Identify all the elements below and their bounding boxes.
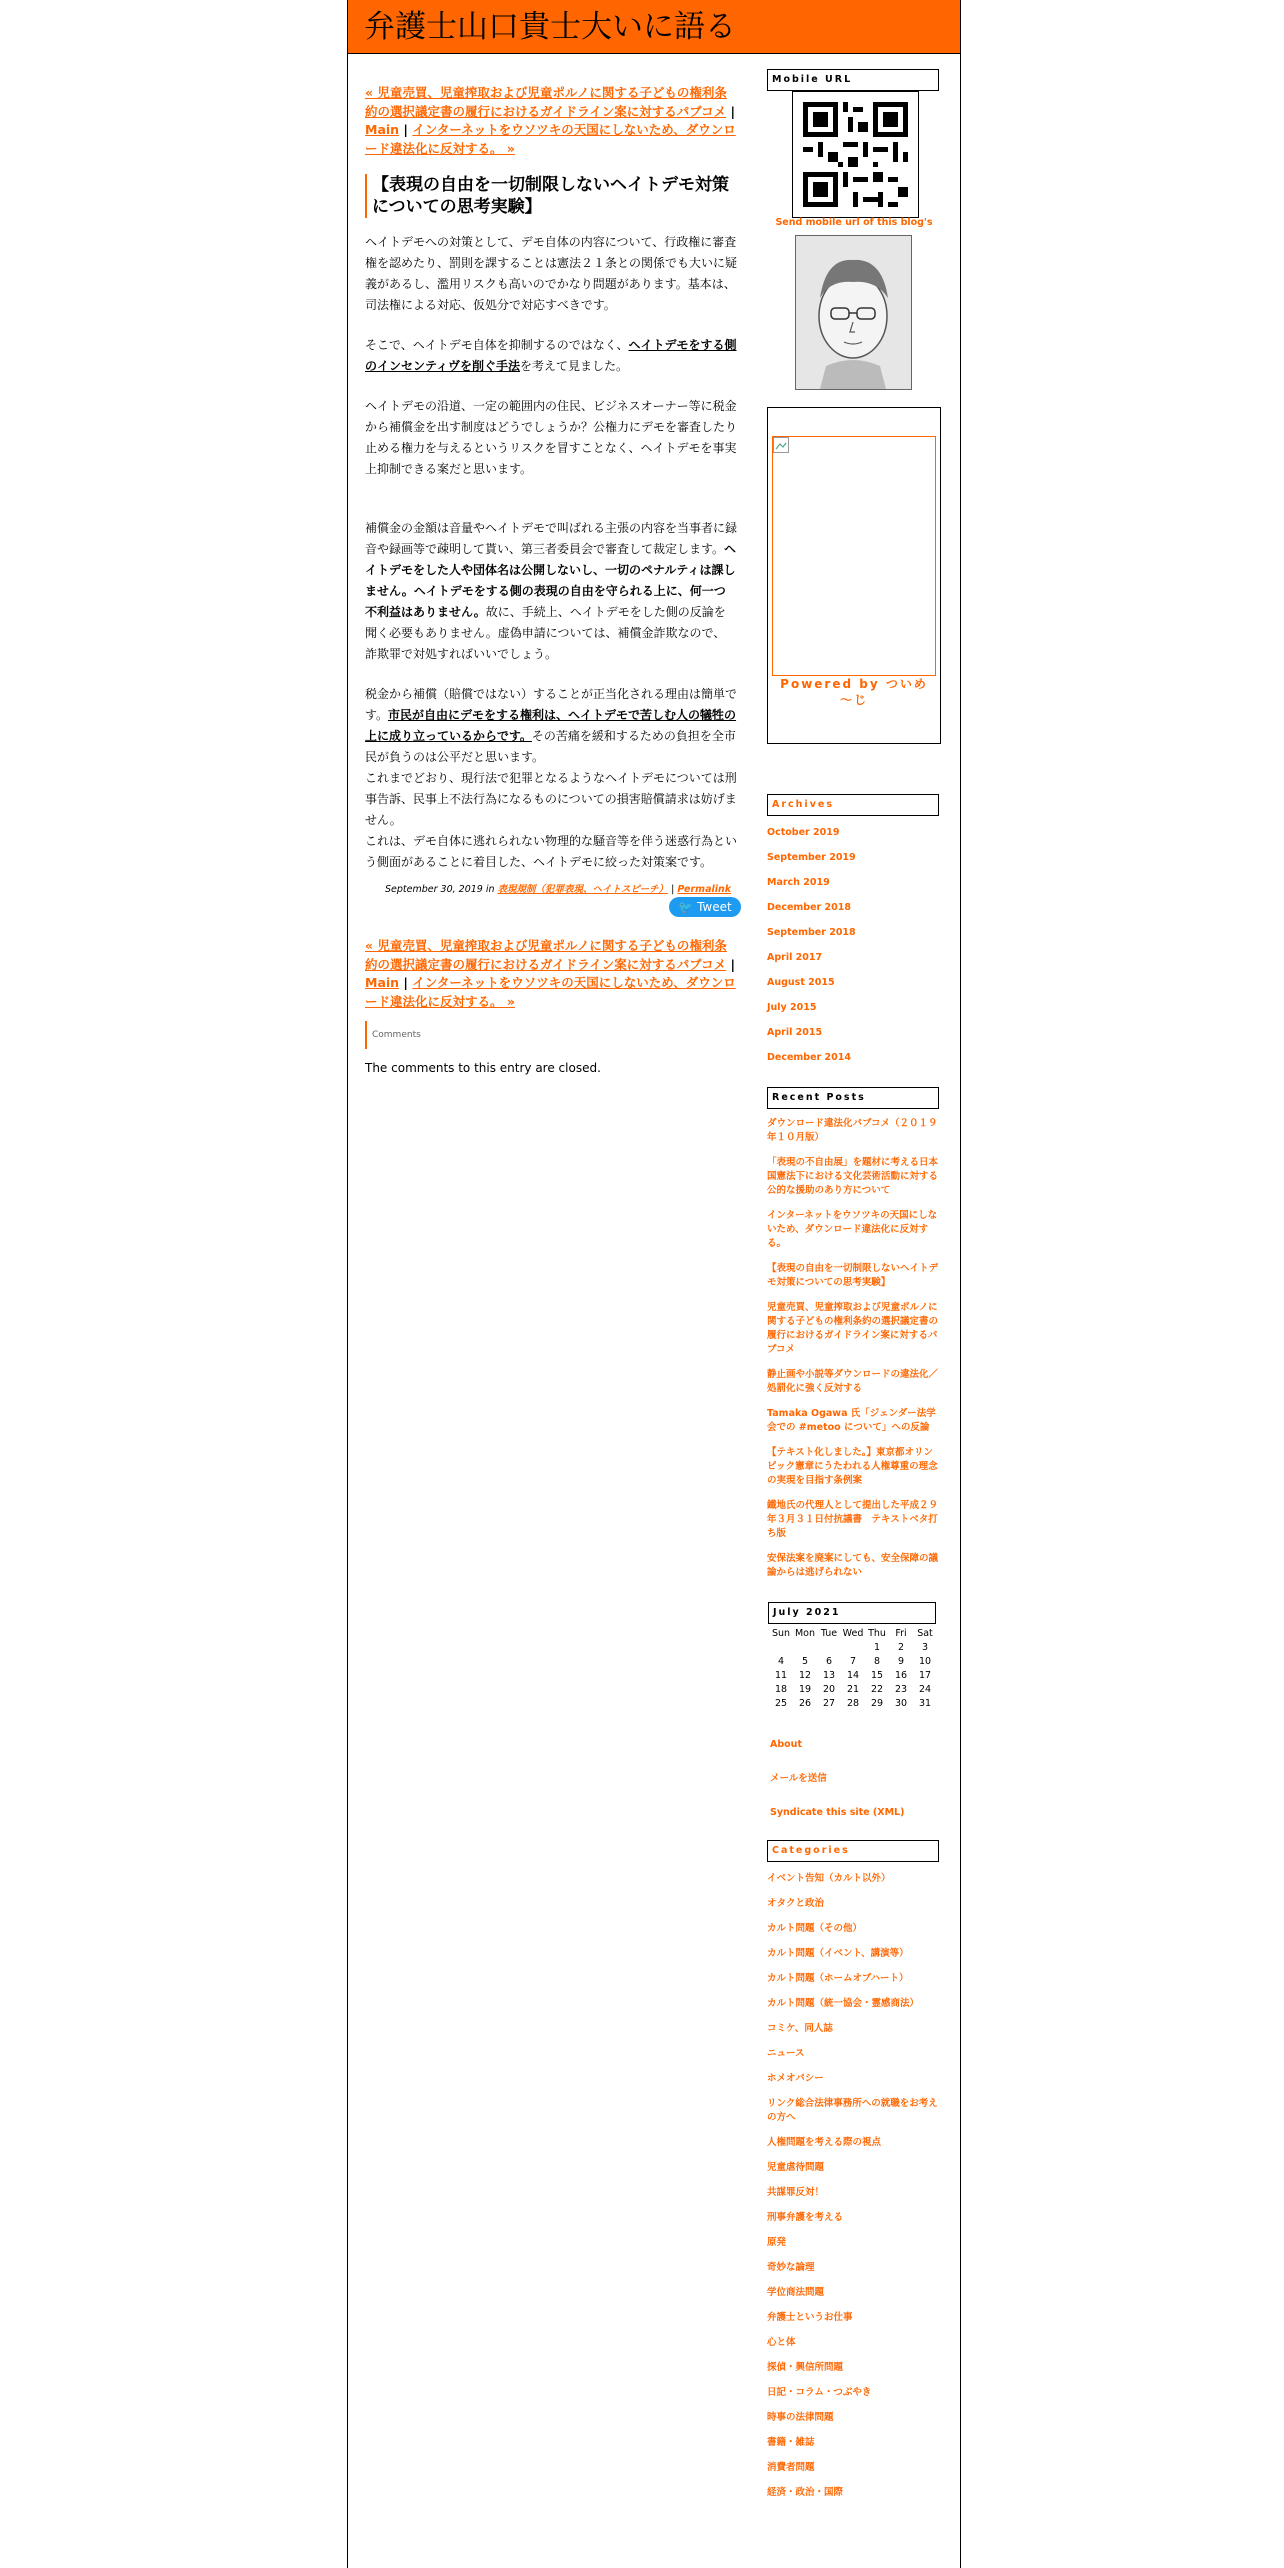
calendar-weekday: Thu bbox=[868, 1627, 886, 1639]
broken-image-icon bbox=[773, 437, 789, 453]
calendar-day bbox=[841, 1640, 865, 1654]
entry-paragraph: これは、デモ自体に逃れられない物理的な騒音等を伴う迷惑行為という側面があることに着目した、ヘイトデモに絞った対策案です。 bbox=[365, 834, 738, 869]
calendar-day: 22 bbox=[870, 1683, 884, 1695]
archive-link-item[interactable]: December 2014 bbox=[767, 1052, 851, 1063]
archives-title: Archives bbox=[767, 794, 939, 816]
calendar-day: 31 bbox=[918, 1697, 932, 1709]
category-link-item[interactable]: 奇妙な論理 bbox=[767, 2262, 815, 2273]
category-link-item[interactable]: 日記・コラム・つぶやき bbox=[767, 2387, 872, 2398]
archives-list bbox=[767, 826, 941, 1065]
calendar-day: 18 bbox=[774, 1683, 788, 1695]
entry-paragraph bbox=[365, 518, 737, 665]
category-link-item[interactable]: イベント告知（カルト以外） bbox=[767, 1873, 891, 1884]
recent-post-link-item[interactable]: 【表現の自由を一切制限しないヘイトデモ対策についての思考実験】 bbox=[767, 1263, 939, 1288]
text: そこで、ヘイトデモ自体を抑制するのではなく、 bbox=[365, 338, 629, 352]
category-link-item[interactable]: コミケ、同人誌 bbox=[767, 2023, 833, 2034]
calendar-table bbox=[769, 1626, 937, 1710]
calendar-day: 4 bbox=[777, 1655, 785, 1667]
category-link-item[interactable]: 刑事弁護を考える bbox=[767, 2212, 844, 2223]
calendar-day: 27 bbox=[822, 1697, 836, 1709]
text: を考えて見ました。 bbox=[520, 359, 629, 373]
archive-link-item[interactable]: December 2018 bbox=[767, 902, 851, 913]
category-link-item[interactable]: リンク総合法律事務所への就職をお考えの方へ bbox=[767, 2098, 938, 2123]
prev-entry-link[interactable]: « 児童売買、児童搾取および児童ポルノに関する子どもの権利条約の選択議定書の履行におけるガイドライン案に対するパブコメ bbox=[365, 85, 727, 119]
prev-entry-link[interactable]: « 児童売買、児童搾取および児童ポルノに関する子どもの権利条約の選択議定書の履行におけるガイドライン案に対するパブコメ bbox=[365, 938, 727, 972]
category-link-item[interactable]: オタクと政治 bbox=[767, 1898, 825, 1909]
entry-paragraph: ヘイトデモの沿道、一定の範囲内の住民、ビジネスオーナー等に税金から補償金を出す制度はどうでしょうか？公権力にデモを審査したり止める権力を与えるというリスクを冒すことなく、ヘイトデモを事実上抑制できる案だと思います。 bbox=[365, 399, 738, 476]
posted-date: September 30, 2019 bbox=[385, 884, 483, 895]
calendar-module bbox=[767, 1602, 941, 1710]
category-link-item[interactable]: 時事の法律問題 bbox=[767, 2412, 834, 2423]
sidebar bbox=[767, 69, 941, 2511]
calendar-day: 11 bbox=[774, 1669, 788, 1681]
entry-paragraph bbox=[365, 684, 737, 768]
archive-link-item[interactable]: October 2019 bbox=[767, 827, 840, 838]
category-link-item[interactable]: ニュース bbox=[767, 2048, 805, 2059]
emphasis-text: 市民が自由にデモをする権利は、ヘイトデモで苦しむ人の犠牲の上に成り立っているからです。 bbox=[365, 708, 737, 743]
calendar-weekday: Sun bbox=[771, 1627, 791, 1639]
sidebar-link-item[interactable]: Syndicate this site (XML) bbox=[770, 1807, 905, 1818]
comments-closed-notice: The comments to this entry are closed. bbox=[365, 1061, 601, 1075]
calendar-day: 26 bbox=[798, 1697, 812, 1709]
text: 税金から補償（賠償ではない）することが正当化される理由は簡単です。 bbox=[365, 687, 738, 722]
text: その苦痛を緩和するための負担を全市民が負うのは公平だと思います。 bbox=[365, 729, 736, 764]
page-container bbox=[347, 0, 961, 2568]
calendar-day: 9 bbox=[897, 1655, 905, 1667]
entry-nav-top bbox=[365, 84, 737, 158]
category-link-item[interactable]: ホメオパシー bbox=[767, 2073, 824, 2084]
calendar-day: 12 bbox=[798, 1669, 812, 1681]
next-entry-link[interactable]: インターネットをウソツキの天国にしないため、ダウンロード違法化に反対する。 » bbox=[365, 122, 736, 156]
category-link-item[interactable]: 共謀罪反対！ bbox=[767, 2187, 825, 2198]
calendar-day bbox=[769, 1640, 793, 1654]
sidebar-link-item[interactable]: メールを送信 bbox=[770, 1773, 827, 1784]
calendar-day: 5 bbox=[801, 1655, 809, 1667]
nav-separator: | bbox=[726, 956, 736, 972]
entry-paragraph: これまでどおり、現行法で犯罪となるようなヘイトデモについては刑事告訴、民事上不法行為になるものについての損害賠償請求は妨げません。 bbox=[365, 771, 737, 827]
calendar-day: 28 bbox=[846, 1697, 860, 1709]
powered-by-link[interactable]: Powered by ついめ～じ bbox=[780, 677, 928, 707]
nav-separator: | bbox=[726, 103, 736, 119]
calendar-day: 14 bbox=[846, 1669, 860, 1681]
category-link-item[interactable]: 児童虐待問題 bbox=[767, 2162, 825, 2173]
category-link-item[interactable]: 弁護士というお仕事 bbox=[767, 2312, 853, 2323]
calendar-weekday: Fri bbox=[895, 1627, 907, 1639]
entry-paragraph: ヘイトデモへの対策として、デモ自体の内容について、行政権に審査権を認めたり、罰則を課することは憲法２１条との関係でも大いに疑義があるし、濫用リスクも高いのでかなり問題があります。基本は、司法権による対応、仮処分で対応すべきです。 bbox=[365, 235, 738, 312]
calendar-title: July 2021 bbox=[768, 1602, 936, 1624]
categories-title: Categories bbox=[767, 1840, 939, 1862]
category-link-item[interactable]: 探偵・興信所問題 bbox=[767, 2362, 844, 2373]
recent-post-link-item[interactable]: 安保法案を廃案にしても、安全保障の議論からは逃げられない bbox=[767, 1553, 939, 1578]
recent-post-link-item[interactable]: 「表現の不自由展」を題材に考える日本国憲法下における文化芸術活動に対する公的な援助のあり方について bbox=[767, 1157, 939, 1196]
main-link[interactable]: Main bbox=[365, 975, 400, 990]
send-mobile-url-link[interactable]: Send mobile url of this blog's bbox=[775, 217, 933, 228]
recent-posts-list bbox=[767, 1117, 941, 1580]
nav-separator: | bbox=[399, 975, 413, 990]
categories-list bbox=[767, 1872, 941, 2500]
text: 故に、手続上、ヘイトデモをした側の反論を聞く必要もありません。虚偽申請については、補償金詐欺なので、詐欺罪で対処すればいいでしょう。 bbox=[365, 605, 726, 661]
share-row bbox=[365, 897, 737, 923]
calendar-day: 1 bbox=[873, 1641, 881, 1653]
calendar-day: 19 bbox=[798, 1683, 812, 1695]
category-link-item[interactable]: 心と体 bbox=[767, 2337, 796, 2348]
category-link-item[interactable]: カルト問題（イベント、講演等） bbox=[767, 1948, 909, 1959]
category-link-item[interactable]: 原発 bbox=[767, 2237, 787, 2248]
calendar-day: 17 bbox=[918, 1669, 932, 1681]
archive-link-item[interactable]: April 2015 bbox=[767, 1027, 823, 1038]
category-link-item[interactable]: カルト問題（統一協会・霊感商法） bbox=[767, 1998, 920, 2009]
archive-link-item[interactable]: July 2015 bbox=[767, 1002, 817, 1013]
calendar-day bbox=[817, 1640, 841, 1654]
calendar-day: 10 bbox=[918, 1655, 932, 1667]
category-link-item[interactable]: 経済・政治・国際 bbox=[767, 2487, 844, 2498]
calendar-day: 3 bbox=[921, 1641, 929, 1653]
recent-post-link-item[interactable]: ダウンロード違法化パブコメ（２０１９年１０月版） bbox=[767, 1118, 938, 1143]
recent-posts-module bbox=[767, 1087, 941, 1580]
posted-sep: | bbox=[668, 884, 678, 895]
categories-module bbox=[767, 1840, 941, 2500]
category-link[interactable]: 表現規制（犯罪表現、ヘイトスピーチ） bbox=[497, 884, 669, 895]
avatar bbox=[795, 235, 912, 390]
calendar-day bbox=[793, 1640, 817, 1654]
calendar-day: 29 bbox=[870, 1697, 884, 1709]
text: 補償金の金額は音量やヘイトデモで叫ばれる主張の内容を当事者に録音や録画等で疎明して貰い、第三者委員会で審査して裁定します。 bbox=[365, 521, 738, 556]
next-entry-link[interactable]: インターネットをウソツキの天国にしないため、ダウンロード違法化に反対する。 » bbox=[365, 975, 736, 1009]
archives-module bbox=[767, 794, 941, 1065]
avatar-sketch-icon bbox=[796, 236, 911, 389]
posted-in: in bbox=[482, 884, 498, 895]
category-link-item[interactable]: 人権問題を考える際の視点 bbox=[767, 2137, 882, 2148]
recent-post-link-item[interactable]: 鐵地氏の代理人として提出した平成２９年３月３１日付抗議書 テキストベタ打ち版 bbox=[767, 1500, 939, 1539]
blog-title[interactable]: 弁護士山口貴士大いに語る bbox=[364, 9, 736, 45]
calendar-day: 2 bbox=[897, 1641, 905, 1653]
category-link-item[interactable]: カルト問題（ホームオブハート） bbox=[767, 1973, 909, 1984]
main-link[interactable]: Main bbox=[365, 122, 400, 137]
entry-posted-line bbox=[365, 883, 737, 897]
recent-post-link-item[interactable]: 静止画や小説等ダウンロードの違法化／処罰化に強く反対する bbox=[767, 1369, 939, 1394]
calendar-weekday: Wed bbox=[842, 1627, 864, 1639]
calendar-day: 30 bbox=[894, 1697, 908, 1709]
recent-posts-title: Recent Posts bbox=[767, 1087, 939, 1109]
comments-header: Comments bbox=[365, 1021, 737, 1049]
permalink-link[interactable]: Permalink bbox=[677, 884, 732, 895]
calendar-day: 16 bbox=[894, 1669, 908, 1681]
mobile-url-module bbox=[767, 69, 941, 391]
calendar-day: 7 bbox=[849, 1655, 857, 1667]
calendar-day: 20 bbox=[822, 1683, 836, 1695]
category-link-item[interactable]: 書籍・雑誌 bbox=[767, 2437, 815, 2448]
calendar-day: 6 bbox=[825, 1655, 833, 1667]
emphasis-text: ヘイトデモをする側のインセンティヴを削ぐ手法 bbox=[365, 338, 737, 373]
calendar-day: 24 bbox=[918, 1683, 932, 1695]
recent-post-link-item[interactable]: 児童売買、児童搾取および児童ポルノに関する子どもの権利条約の選択議定書の履行におけるガイドライン案に対するパブコメ bbox=[767, 1302, 939, 1355]
archive-link-item[interactable]: April 2017 bbox=[767, 952, 823, 963]
calendar-day: 21 bbox=[846, 1683, 860, 1695]
calendar-weekday: Sat bbox=[917, 1627, 933, 1639]
powered-by-module bbox=[767, 407, 941, 744]
category-link-item[interactable]: カルト問題（その他） bbox=[767, 1923, 863, 1934]
main-content bbox=[365, 84, 737, 1075]
bold-text: ヘイトデモをした人や団体名は公開しないし、一切のペナルティは課しません。ヘイトデモをする側の表現の自由を守られる上に、何一つ不利益はありません。 bbox=[365, 542, 737, 619]
tweet-button[interactable] bbox=[669, 897, 741, 917]
twitter-bird-icon: 🐦 bbox=[678, 900, 694, 914]
archive-link-item[interactable]: August 2015 bbox=[767, 977, 835, 988]
archive-link-item[interactable]: September 2019 bbox=[767, 852, 856, 863]
sidebar-link-item[interactable]: About bbox=[770, 1739, 802, 1750]
recent-post-link-item[interactable]: 【テキスト化しました。】東京都オリンピック憲章にうたわれる人権尊重の理念の実現を目指す条例案 bbox=[767, 1447, 938, 1486]
calendar-weekday: Mon bbox=[794, 1627, 816, 1639]
calendar-day: 8 bbox=[873, 1655, 881, 1667]
calendar-day: 23 bbox=[894, 1683, 908, 1695]
category-link-item[interactable]: 消費者問題 bbox=[767, 2462, 815, 2473]
calendar-day: 15 bbox=[870, 1669, 884, 1681]
tweet-label: Tweet bbox=[697, 900, 732, 914]
archive-link-item[interactable]: March 2019 bbox=[767, 877, 830, 888]
category-link-item[interactable]: 学位商法問題 bbox=[767, 2287, 825, 2298]
entry-paragraph bbox=[365, 335, 737, 377]
nav-separator: | bbox=[399, 122, 413, 137]
calendar-weekday: Tue bbox=[820, 1627, 838, 1639]
calendar-day: 13 bbox=[822, 1669, 836, 1681]
entry-title: 【表現の自由を一切制限しないヘイトデモ対策についての思考実験】 bbox=[365, 174, 737, 218]
recent-post-link-item[interactable]: Tamaka Ogawa 氏「ジェンダー法学会での #metoo について」への反論 bbox=[767, 1408, 936, 1433]
qr-code-icon bbox=[793, 92, 918, 217]
archive-link-item[interactable]: September 2018 bbox=[767, 927, 856, 938]
recent-post-link-item[interactable]: インターネットをウソツキの天国にしないため、ダウンロード違法化に反対する。 bbox=[767, 1210, 938, 1249]
calendar-day: 25 bbox=[774, 1697, 788, 1709]
qr-code-image bbox=[792, 91, 919, 218]
banner-image-placeholder[interactable] bbox=[772, 436, 936, 676]
misc-links bbox=[767, 1738, 941, 1820]
banner bbox=[348, 0, 960, 54]
mobile-url-title: Mobile URL bbox=[767, 69, 939, 91]
entry-nav-bottom bbox=[365, 937, 737, 1011]
